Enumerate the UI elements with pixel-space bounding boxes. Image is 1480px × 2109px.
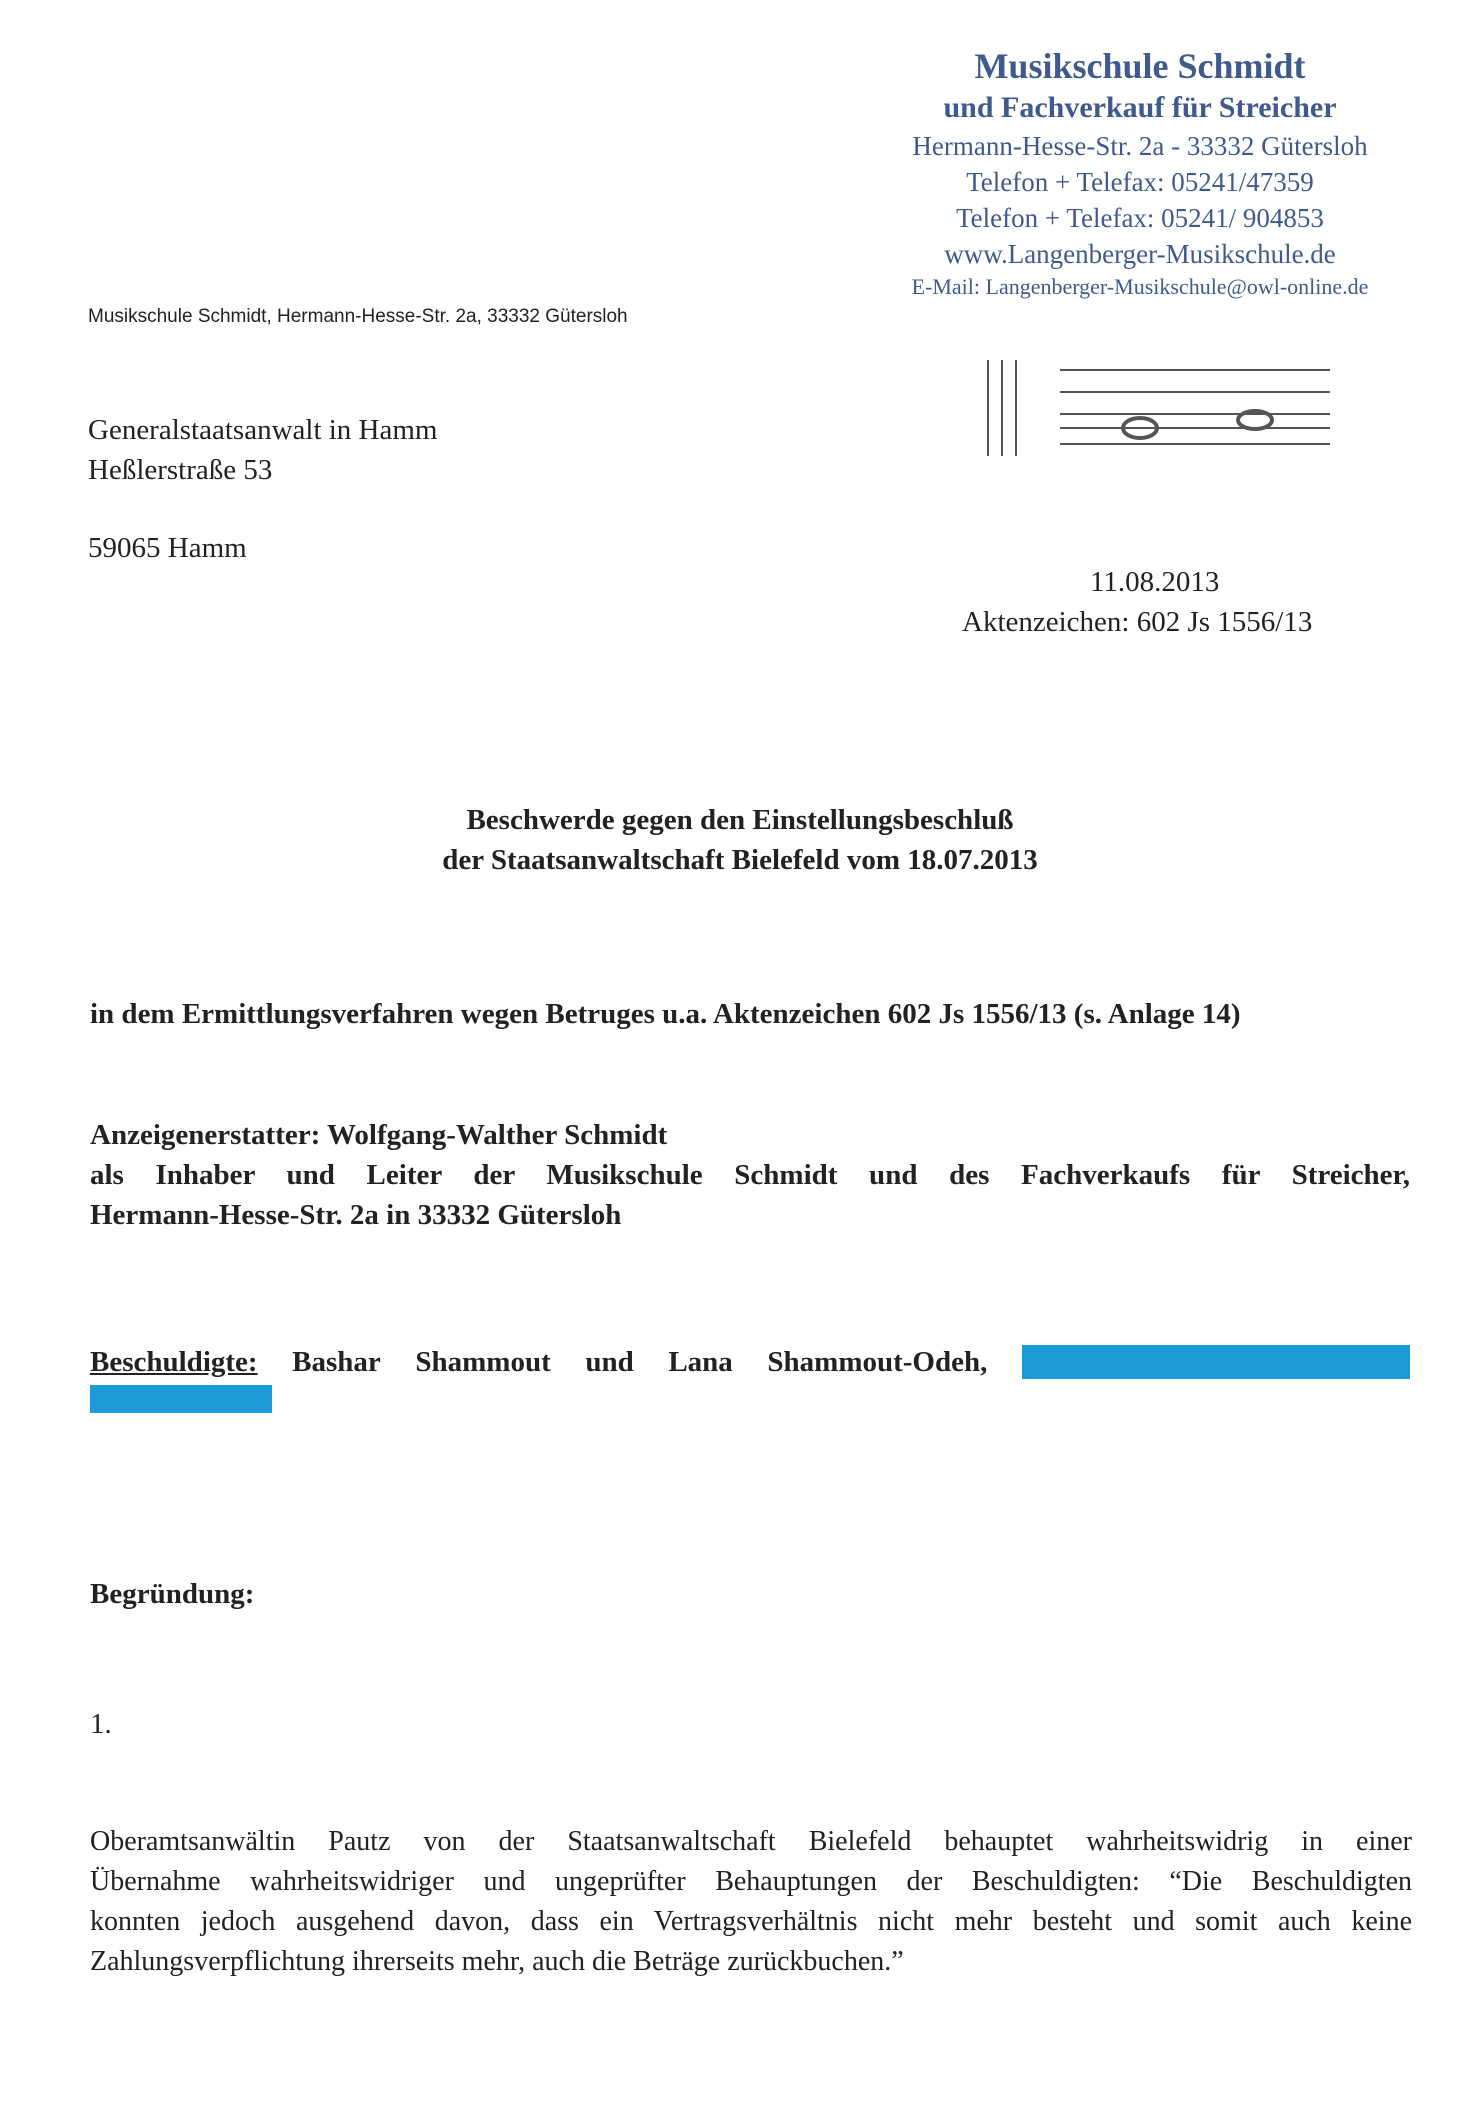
date-block bbox=[940, 562, 1400, 642]
email-address: Langenberger-Musikschule@owl-online.de bbox=[985, 274, 1369, 299]
accused-block bbox=[90, 1345, 1410, 1421]
accused-word: Shammout-Odeh, bbox=[767, 1345, 988, 1378]
body-paragraph bbox=[90, 1822, 1412, 1982]
complainant-line-2: als Inhaber und Leiter der Musikschule Schmidt und des Fachverkaufs für Streicher, bbox=[90, 1159, 1410, 1191]
recipient-line-2: Heßlerstraße 53 bbox=[88, 454, 273, 486]
return-address: Musikschule Schmidt, Hermann-Hesse-Str. 2a, 33332 Gütersloh bbox=[88, 306, 628, 327]
section-number: 1. bbox=[90, 1708, 112, 1740]
subject-line-2: der Staatsanwaltschaft Bielefeld vom 18.07.2013 bbox=[442, 844, 1038, 876]
subject-line-1: Beschwerde gegen den Einstellungsbeschluß bbox=[466, 804, 1014, 836]
paragraph-line: Übernahme wahrheitswidriger und ungeprüfter Behauptungen der Beschuldigten: “Die Beschuldigten bbox=[90, 1866, 1412, 1897]
school-name: Musikschule Schmidt bbox=[974, 46, 1306, 86]
school-address: Hermann-Hesse-Str. 2a - 33332 Gütersloh bbox=[912, 131, 1368, 161]
recipient-line-1: Generalstaatsanwalt in Hamm bbox=[88, 414, 438, 446]
complainant-block bbox=[90, 1115, 1410, 1235]
school-website: www.Langenberger-Musikschule.de bbox=[944, 239, 1336, 269]
recipient-city: 59065 Hamm bbox=[88, 532, 247, 564]
accused-word: Bashar bbox=[292, 1345, 381, 1378]
accused-word: und bbox=[585, 1345, 634, 1378]
paragraph-line: Zahlungsverpflichtung ihrerseits mehr, auch die Beträge zurückbuchen.” bbox=[90, 1946, 904, 1977]
accused-label: Beschuldigte: bbox=[90, 1345, 258, 1378]
subject-heading bbox=[300, 800, 1180, 880]
email-label: E-Mail: bbox=[911, 274, 980, 299]
paragraph-line: Oberamtsanwältin Pautz von der Staatsanwaltschaft Bielefeld behauptet wahrheitswidrig in einer bbox=[90, 1826, 1412, 1857]
proceedings-line: in dem Ermittlungsverfahren wegen Betruges u.a. Aktenzeichen 602 Js 1556/13 (s. Anlage 14) bbox=[90, 998, 1241, 1030]
accused-word: Lana bbox=[668, 1345, 733, 1378]
complainant-line-3: Hermann-Hesse-Str. 2a in 33332 Gütersloh bbox=[90, 1199, 622, 1231]
recipient-address bbox=[88, 410, 438, 568]
music-staff-logo-icon bbox=[980, 358, 1340, 458]
accused-row bbox=[90, 1345, 1410, 1379]
school-phone-2: Telefon + Telefax: 05241/ 904853 bbox=[956, 203, 1324, 233]
letterhead bbox=[820, 44, 1460, 302]
file-number: Aktenzeichen: 602 Js 1556/13 bbox=[962, 606, 1313, 638]
school-email-line bbox=[820, 272, 1460, 302]
letter-date: 11.08.2013 bbox=[1090, 566, 1220, 598]
redaction-bar bbox=[90, 1385, 272, 1413]
school-phone-1: Telefon + Telefax: 05241/47359 bbox=[966, 167, 1314, 197]
redaction-bar bbox=[1022, 1345, 1410, 1379]
complainant-line-1: Anzeigenerstatter: Wolfgang-Walther Schmidt bbox=[90, 1119, 668, 1151]
accused-word: Shammout bbox=[415, 1345, 551, 1378]
school-subtitle: und Fachverkauf für Streicher bbox=[943, 91, 1337, 124]
paragraph-line: konnten jedoch ausgehend davon, dass ein Vertragsverhältnis nicht mehr besteht und somit auch keine bbox=[90, 1906, 1412, 1937]
reasons-heading: Begründung: bbox=[90, 1578, 255, 1610]
